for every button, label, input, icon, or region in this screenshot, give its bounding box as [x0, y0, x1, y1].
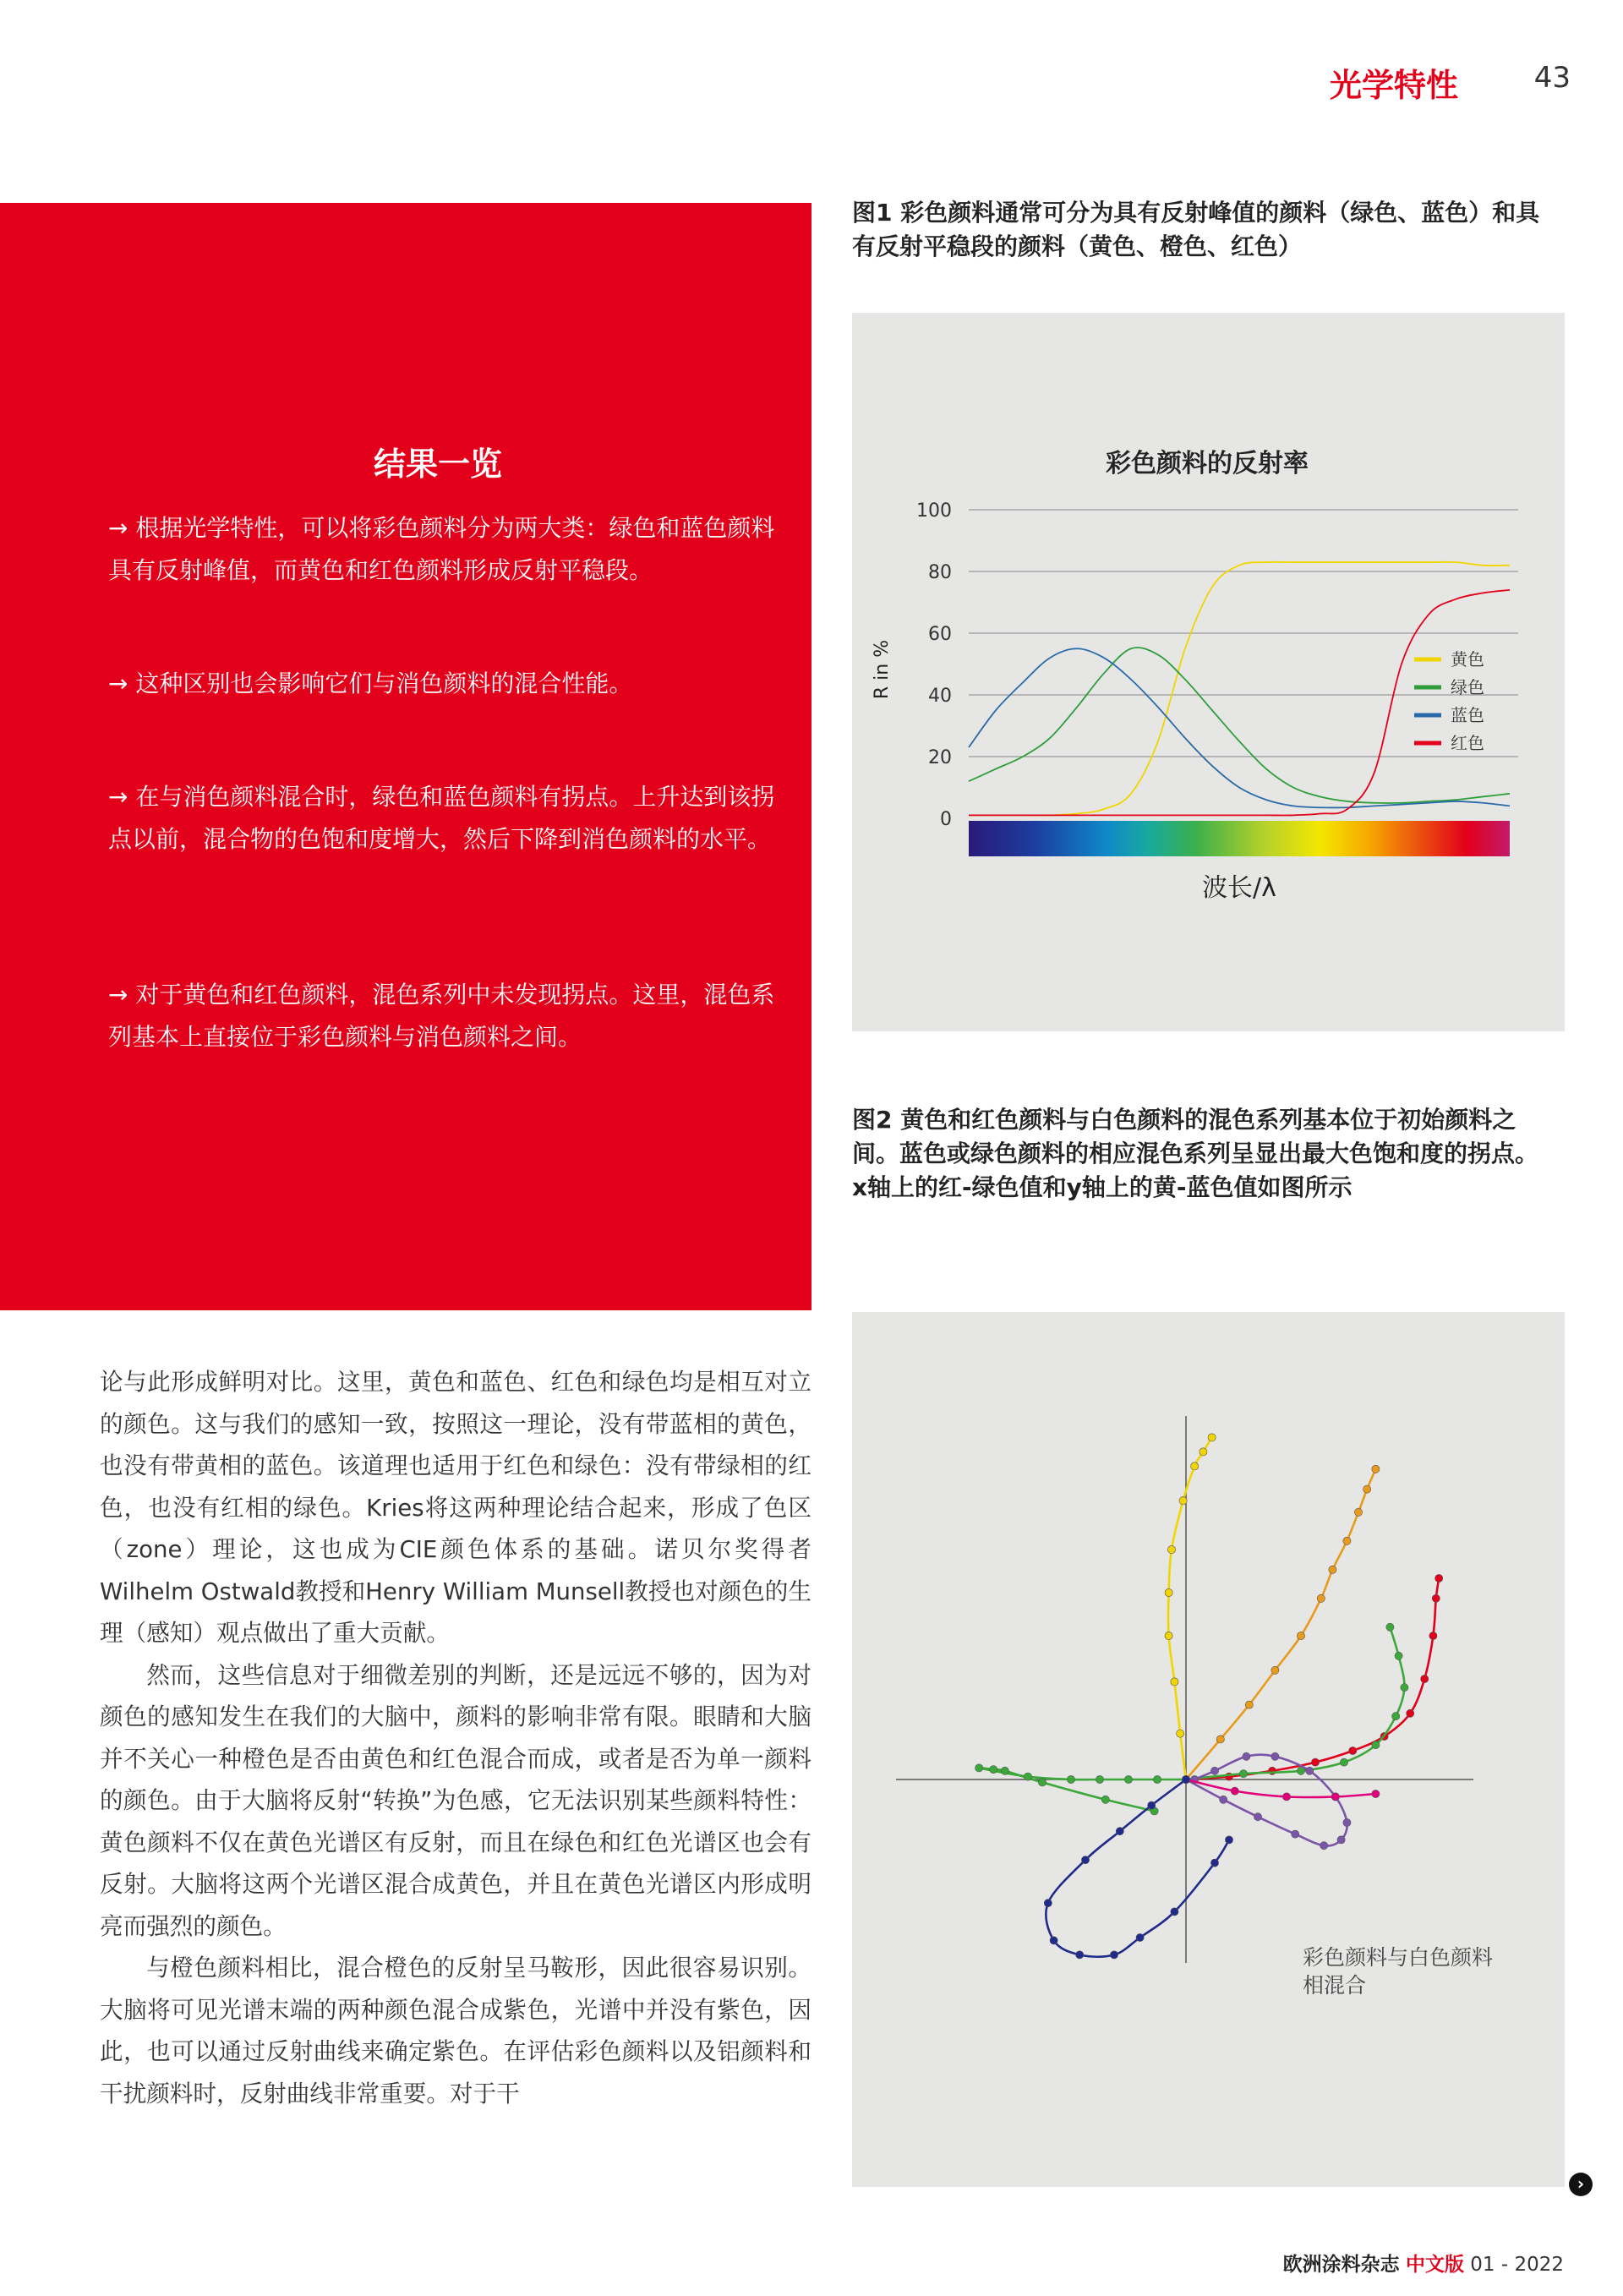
chart1-title: 彩色颜料的反射率	[1106, 449, 1309, 478]
summary-bullet-4: → 对于黄色和红色颜料，混色系列中未发现拐点。这里，混色系列基本上直接位于彩色颜料与消色颜料之间。	[108, 981, 775, 1051]
y-tick-label: 80	[928, 562, 952, 583]
mixing-point	[1024, 1773, 1031, 1780]
mixing-point	[975, 1764, 983, 1772]
mixing-point	[1343, 1537, 1351, 1544]
summary-bullet-3: → 在与消色颜料混合时，绿色和蓝色颜料有拐点。上升达到该拐点以前，混合物的色饱和度增大，然后下降到消色颜料的水平。	[108, 783, 775, 853]
mixing-point	[990, 1766, 997, 1774]
legend-label: 绿色	[1451, 677, 1484, 697]
chart1-ylabel: R in %	[872, 639, 893, 700]
mixing-point	[1067, 1775, 1074, 1783]
mixing-point	[1243, 1752, 1250, 1760]
figure2-annotation-line2: 相混合	[1303, 1973, 1367, 1998]
mixing-point	[1208, 1434, 1216, 1441]
arrow-right-circle-icon[interactable]: ›	[1569, 2173, 1593, 2196]
mixing-point	[1225, 1836, 1232, 1844]
mixing-point	[1331, 1793, 1339, 1801]
y-tick-label: 60	[928, 624, 952, 645]
mixing-point	[1191, 1462, 1199, 1470]
mixing-series-line	[1186, 1578, 1439, 1779]
mixing-point	[1148, 1801, 1156, 1809]
mixing-point	[1254, 1813, 1261, 1821]
mixing-point	[1179, 1497, 1187, 1505]
mixing-point	[1320, 1842, 1328, 1850]
mixing-point	[1401, 1684, 1408, 1692]
series-line-蓝色	[969, 648, 1510, 807]
legend-label: 蓝色	[1451, 705, 1484, 725]
mixing-point	[1311, 1758, 1319, 1766]
mixing-point	[1372, 1741, 1380, 1749]
footer-issue: 01 - 2022	[1470, 2254, 1564, 2276]
legend-label: 黄色	[1451, 649, 1484, 670]
mixing-series-line	[1186, 1469, 1375, 1779]
mixing-point	[1317, 1594, 1325, 1602]
mixing-point	[1116, 1828, 1123, 1835]
mixing-point	[1210, 1859, 1218, 1867]
mixing-point	[1171, 1908, 1178, 1916]
mixing-point	[1076, 1951, 1084, 1959]
chart1-xlabel: 波长/λ	[1202, 873, 1276, 903]
summary-box	[0, 203, 812, 1310]
figure1-caption: 图1 彩色颜料通常可分为具有反射峰值的颜料（绿色、蓝色）和具有反射平稳段的颜料（黄色、橙色、红色）	[852, 199, 1540, 260]
body-paragraph: 论与此形成鲜明对比。这里，黄色和蓝色、红色和绿色均是相互对立的颜色。这与我们的感知一致，按照这一理论，没有带蓝相的黄色，也没有带黄相的蓝色。该道理也适用于红色和绿色：没有带绿相的红色，也没有红相的绿色。Kries将这两种理论结合起来，形成了色区（zone）理论，这也成为CIE颜色体系的基础。诺贝尔奖得者Wilhelm Ostwald教授和Henry William Munsell教授也对颜色的生理（感知）观点做出了重大贡献。	[100, 1368, 812, 1647]
mixing-point	[1386, 1623, 1394, 1631]
mixing-point	[1038, 1779, 1046, 1786]
mixing-point	[1421, 1675, 1429, 1682]
figure2-caption: 图2 黄色和红色颜料与白色颜料的混色系列基本位于初始颜料之间。蓝色或绿色颜料的相应混色系列呈显出最大色饱和度的拐点。x轴上的红-绿色值和y轴上的黄-蓝色值如图所示	[852, 1106, 1539, 1201]
mixing-series-line	[1046, 1779, 1229, 1957]
mixing-point	[1306, 1767, 1314, 1774]
mixing-point	[1199, 1448, 1207, 1456]
mixing-point	[1177, 1730, 1184, 1737]
series-line-红色	[969, 590, 1510, 816]
footer-magazine: 欧洲涂料杂志	[1282, 2254, 1400, 2276]
y-tick-label: 0	[940, 809, 952, 830]
mixing-point	[1407, 1709, 1414, 1717]
mixing-point	[1435, 1574, 1443, 1582]
mixing-point	[1292, 1830, 1299, 1838]
mixing-point	[1081, 1856, 1089, 1864]
mixing-series-line	[1168, 1437, 1212, 1779]
mixing-point	[1271, 1666, 1279, 1674]
reflectance-chart	[852, 313, 1565, 1031]
mixing-point	[1282, 1793, 1290, 1801]
summary-bullet-2: → 这种区别也会影响它们与消色颜料的混合性能。	[108, 670, 633, 697]
page-number: 43	[1533, 61, 1571, 95]
legend-label: 红色	[1451, 733, 1484, 753]
mixing-point	[1271, 1752, 1279, 1760]
mixing-point	[1372, 1790, 1380, 1797]
mixing-point	[1372, 1465, 1380, 1473]
mixing-point	[1165, 1588, 1172, 1596]
mixing-point	[1392, 1713, 1400, 1720]
mixing-point	[1337, 1836, 1345, 1844]
mixing-point	[1167, 1545, 1175, 1553]
mixing-point	[1165, 1632, 1172, 1639]
mixing-point	[1220, 1796, 1227, 1803]
mixing-point	[1050, 1937, 1057, 1944]
mixing-point	[1363, 1485, 1371, 1493]
body-paragraph: 与橙色颜料相比，混合橙色的反射呈马鞍形，因此很容易识别。大脑将可见光谱末端的两种颜色混合成紫色，光谱中并没有紫色，因此，也可以通过反射曲线来确定紫色。在评估彩色颜料以及铝颜料和干扰颜料时，反射曲线非常重要。对于干	[100, 1954, 812, 2107]
color-mixing-chart	[852, 1312, 1565, 2187]
mixing-series-line	[1186, 1627, 1404, 1779]
mixing-point	[1297, 1632, 1304, 1639]
mixing-point	[1239, 1770, 1247, 1778]
y-tick-label: 40	[928, 686, 952, 707]
y-tick-label: 20	[928, 747, 952, 768]
footer	[1283, 2249, 1564, 2277]
mixing-point	[1429, 1632, 1437, 1639]
figure2-annotation-line1: 彩色颜料与白色颜料	[1303, 1945, 1494, 1970]
mixing-point	[1245, 1701, 1253, 1708]
section-title: 光学特性	[1329, 67, 1458, 104]
mixing-point	[1182, 1775, 1189, 1783]
body-text	[100, 1361, 812, 2114]
spectrum-bar	[969, 821, 1510, 856]
summary-bullet-1: → 根据光学特性，可以将彩色颜料分为两大类：绿色和蓝色颜料具有反射峰值，而黄色和红色颜料形成反射平稳段。	[108, 514, 775, 584]
mixing-point	[1153, 1775, 1161, 1783]
mixing-point	[1210, 1767, 1218, 1774]
mixing-point	[1329, 1566, 1336, 1573]
mixing-point	[1216, 1736, 1224, 1743]
series-line-绿色	[969, 648, 1510, 803]
figure1-panel	[852, 313, 1565, 1031]
mixing-point	[1432, 1594, 1440, 1602]
mixing-point	[1171, 1678, 1178, 1686]
summary-title: 结果一览	[373, 446, 502, 483]
mixing-point	[1101, 1796, 1109, 1803]
mixing-point	[1044, 1900, 1052, 1907]
mixing-point	[1124, 1775, 1132, 1783]
mixing-point	[1096, 1775, 1103, 1783]
mixing-point	[1349, 1747, 1357, 1754]
mixing-point	[1136, 1933, 1144, 1941]
body-paragraph: 然而，这些信息对于细微差别的判断，还是远远不够的，因为对颜色的感知发生在我们的大脑中，颜料的影响非常有限。眼睛和大脑并不关心一种橙色是否由黄色和红色混合而成，或者是否为单一颜料的颜色。由于大脑将反射“转换”为色感，它无法识别某些颜料特性：黄色颜料不仅在黄色光谱区有反射，而且在绿色和红色光谱区也会有反射。大脑将这两个光谱区混合成黄色，并且在黄色光谱区内形成明亮而强烈的颜色。	[100, 1660, 812, 1940]
mixing-point	[1343, 1818, 1351, 1826]
figure2-panel	[852, 1312, 1565, 2187]
y-tick-label: 100	[916, 500, 952, 522]
mixing-point	[1340, 1758, 1347, 1766]
footer-edition: 中文版	[1405, 2254, 1464, 2276]
mixing-point	[1354, 1508, 1362, 1516]
mixing-point	[1110, 1951, 1118, 1959]
mixing-point	[1395, 1652, 1402, 1659]
mixing-point	[1231, 1787, 1238, 1795]
mixing-point	[1001, 1767, 1008, 1774]
